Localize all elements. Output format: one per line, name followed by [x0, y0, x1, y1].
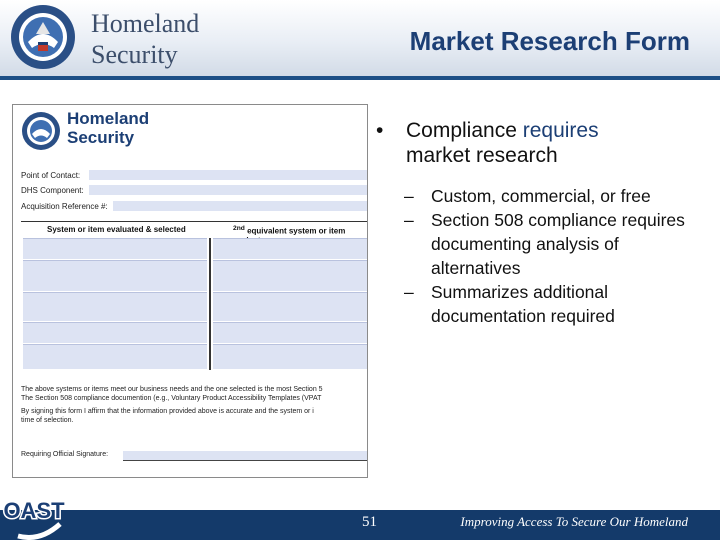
- table-header-col1: System or item evaluated & selected: [47, 225, 186, 234]
- alternatives-table: [21, 221, 367, 370]
- table-cell: [213, 322, 367, 343]
- sub-bullet: [376, 280, 706, 328]
- oast-logo: [0, 484, 70, 540]
- signature-field: [123, 451, 367, 461]
- form-field-label: Point of Contact:: [21, 171, 81, 180]
- bullet-main-highlight: requires: [522, 119, 599, 142]
- form-note: The Section 508 compliance documention (e.g., Voluntary Product Accessibility Templates (VPAT: [21, 395, 322, 402]
- form-brand: [67, 109, 149, 147]
- signature-label: Requiring Official Signature:: [21, 451, 109, 458]
- table-cell: [23, 344, 207, 369]
- form-field-label: DHS Component:: [21, 186, 84, 195]
- table-cell: [213, 238, 367, 259]
- bullet-main: [376, 118, 706, 168]
- oast-logo-text: OAST: [3, 498, 65, 523]
- agency-name: [91, 8, 199, 70]
- table-cell: [23, 292, 207, 321]
- form-field-label: Acquisition Reference #:: [21, 202, 108, 211]
- sub-bullet-text: Custom, commercial, or free: [431, 186, 651, 206]
- table-cell: [213, 292, 367, 321]
- sub-bullet: [376, 208, 706, 280]
- bullet-main-rest: market research: [406, 144, 558, 167]
- dash-icon: –: [404, 210, 414, 230]
- acquisition-reference-field: [113, 201, 367, 211]
- page-number: 51: [362, 514, 377, 530]
- form-brand-line2: Security: [67, 128, 135, 147]
- table-cell: [23, 260, 207, 291]
- sub-bullet: [376, 184, 706, 208]
- slide-title: Market Research Form: [409, 26, 690, 56]
- bullet-main-prefix: Compliance: [406, 119, 523, 142]
- dhs-seal-icon: [21, 111, 61, 151]
- point-of-contact-field: [89, 170, 367, 180]
- table-header-col2-sup: 2nd: [233, 225, 245, 232]
- dash-icon: –: [404, 186, 414, 206]
- bullet-list: [376, 118, 706, 328]
- table-header: [21, 222, 367, 238]
- market-research-form-image: [12, 104, 368, 478]
- table-divider: [209, 238, 211, 370]
- form-note: time of selection.: [21, 417, 74, 424]
- table-cell: [213, 260, 367, 291]
- form-note: The above systems or items meet our business needs and the one selected is the most Section 5: [21, 386, 323, 393]
- footer-tagline: Improving Access To Secure Our Homeland: [460, 514, 688, 529]
- table-cell: [23, 322, 207, 343]
- header-divider: [0, 76, 720, 80]
- sub-bullet-text: Summarizes additional documentation required: [431, 282, 615, 326]
- bullet-dot-icon: •: [376, 119, 384, 142]
- table-cell: [213, 344, 367, 369]
- sub-bullet-text: Section 508 compliance requires documenting analysis of alternatives: [431, 210, 685, 278]
- form-note: By signing this form I affirm that the information provided above is accurate and the system or i: [21, 408, 314, 415]
- dhs-seal-icon: [10, 4, 76, 70]
- table-cell: [23, 238, 207, 259]
- dhs-component-field: [89, 185, 367, 195]
- agency-name-line1: Homeland: [91, 9, 200, 38]
- table-header-col2-text: equivalent system or item: [247, 226, 346, 236]
- agency-name-line2: Security: [91, 40, 178, 69]
- form-brand-line1: Homeland: [67, 109, 150, 128]
- dash-icon: –: [404, 282, 414, 302]
